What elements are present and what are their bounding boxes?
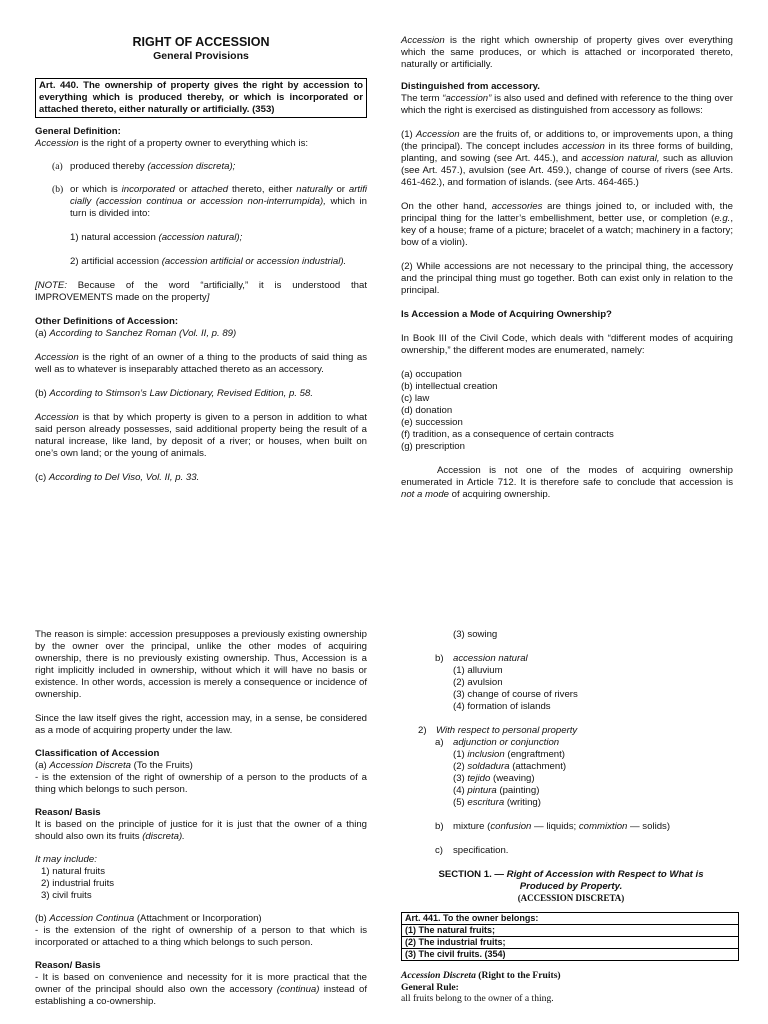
modes-list: [401, 369, 733, 453]
list-item: (4) formation of islands: [453, 701, 551, 712]
list-item: (5) escritura (writing): [453, 797, 541, 808]
other-def-c-source: (c) According to Del Viso, Vol. II, p. 33.: [35, 472, 200, 483]
bottom-right-column: [401, 629, 741, 1005]
reason-paragraph: The reason is simple: accession presupposes a previously existing ownership by the owner over the principal, unlike the other modes of acquiring ownership, there is no previously existing ownership. Thus, Accession is a right implicitly included in ownership, without which it will have no basis or existence. In other words, accession is merely a consequence or incidence of ownership.: [35, 629, 367, 700]
classification-heading: Classification of Accession: [35, 748, 160, 759]
definition-item-b: (b) or which is incorporated or attached thereto, either naturally or artifi cially (accession continua or accession non-interrumpida), which in turn is divided into:: [52, 184, 368, 219]
general-definition-heading: General Definition:: [35, 126, 121, 137]
list-item: (4) pintura (painting): [453, 785, 540, 796]
section-1-heading: SECTION 1. — Right of Accession with Respect to What is Produced by Property.: [438, 869, 704, 892]
article-441-line: (2) The industrial fruits;: [402, 936, 738, 948]
adjunction-heading: a) adjunction or conjunction: [435, 737, 560, 748]
list-item: (b) intellectual creation: [401, 381, 498, 392]
accession-natural-heading: b) accession natural: [435, 653, 528, 664]
fruits-list: [35, 866, 367, 902]
page-subtitle: General Provisions: [153, 50, 249, 62]
sowing-item: (3) sowing: [453, 629, 498, 640]
list-item: (3) tejido (weaving): [453, 773, 535, 784]
list-item: (3) change of course of rivers: [453, 689, 578, 700]
accession-vs-accessory-paragraph: (2) While accessions are not necessary to the principal thing, the accessory and the principal thing must go together. Both can exist only in relation to the principal.: [401, 261, 733, 296]
accessories-paragraph: On the other hand, accessories are things joined to, or included with, the principal thing for the latter’s embellishment, better use, or completion (e.g., key of a house; frame of a picture; bracelet of a watch; machinery in a factory; bow of a violin).: [401, 201, 733, 248]
may-include-label: It may include:: [35, 854, 97, 865]
article-441-line: (3) The civil fruits. (354): [402, 948, 738, 960]
reason-basis-heading-2: Reason/ Basis: [35, 960, 101, 971]
definition-item-a: (a) produced thereby (accession discreta);: [52, 161, 236, 172]
list-item: 2) industrial fruits: [41, 878, 115, 889]
accession-fruits-paragraph: (1) Accession are the fruits of, or additions to, or improvements upon, a thing (the principal). The concept includes accession in its three forms of building, planting, and sowing (see Art. 445.), and accession natural, such as alluvion (see Art. 457.), avulsion (see Art. 459.), change of course of rivers (see Arts. 461-462.), and formation of islands. (see Arts. 464-465.): [401, 129, 734, 188]
specification-item: c) specification.: [435, 845, 509, 856]
distinguished-text: The term “accession” is also used and defined with reference to the thing over which the right is exercised as distinguished from accessory as follows:: [401, 93, 733, 116]
article-441-box: [401, 912, 739, 961]
list-item: (d) donation: [401, 405, 453, 416]
list-item: (e) succession: [401, 417, 463, 428]
bottom-left-column: [35, 629, 367, 1008]
list-item: 3) civil fruits: [41, 890, 92, 901]
accession-continua-label: (b) Accession Continua (Attachment or Incorporation): [35, 913, 262, 924]
general-rule-heading: General Rule:: [401, 981, 459, 993]
list-item: (c) law: [401, 393, 430, 404]
article-441-line: (1) The natural fruits;: [402, 924, 738, 936]
accession-discreta-label: (a) Accession Discreta (To the Fruits): [35, 760, 193, 771]
reason-basis-heading: Reason/ Basis: [35, 807, 101, 818]
other-definitions-heading: Other Definitions of Accession:: [35, 316, 179, 327]
list-item: (1) alluvium: [453, 665, 503, 676]
other-def-a-source: (a) According to Sanchez Roman (Vol. II, p. 89): [35, 328, 237, 339]
section-1-subheading: (ACCESSION DISCRETA): [517, 893, 625, 903]
list-item: (2) soldadura (attachment): [453, 761, 567, 772]
artificial-accession-item: 2) artificial accession (accession artificial or accession industrial).: [70, 256, 347, 267]
modes-intro-paragraph: In Book III of the Civil Code, which deals with “different modes of acquiring ownership,” the different modes are enumerated, namely:: [401, 333, 733, 356]
accession-continua-definition: - is the extension of the right of ownership of a person to that which is incorporated or attached to a thing which belongs to such person.: [35, 925, 367, 948]
mixture-item: b) mixture (confusion — liquids; commixtion — solids): [435, 821, 671, 832]
list-item: (2) avulsion: [453, 677, 503, 688]
top-left-column: [35, 35, 367, 484]
other-def-b-text: Accession is that by which property is given to a person in addition to what said person already possesses, said additional property being the result of a natural increase, like land, by deposit of a river; or houses, when built on one’s own land; or the young of animals.: [35, 412, 367, 459]
note-paragraph: [NOTE: Because of the word “artificially,” it is understood that IMPROVEMENTS made on the property]: [35, 280, 367, 303]
adjunction-list: [401, 749, 741, 809]
other-def-b-source: (b) According to Stimson’s Law Dictionary, Revised Edition, p. 58.: [35, 388, 313, 399]
article-440-box: Art. 440. The ownership of property gives the right by accession to everything which is produced thereby, or which is incorporated or attached thereto, either naturally or artificially. (353): [35, 78, 367, 118]
personal-property-heading: 2) With respect to personal property: [418, 725, 578, 736]
list-item: (a) occupation: [401, 369, 462, 380]
reason-basis-text: It is based on the principle of justice for it is just that the owner of a thing should also own its fruits (discreta).: [35, 819, 367, 842]
conclusion-paragraph: Accession is not one of the modes of acquiring ownership enumerated in Article 712. It is therefore safe to conclude that accession is not a mode of acquiring ownership.: [401, 465, 733, 500]
distinguished-heading: Distinguished from accessory.: [401, 81, 540, 92]
accession-definition-paragraph: Accession is the right which ownership of property gives over everything which the same produces, or which is attached or incorporated thereto, naturally or artificially.: [401, 35, 733, 70]
mode-question-heading: Is Accession a Mode of Acquiring Ownership?: [401, 309, 612, 320]
list-item: 1) natural fruits: [41, 866, 105, 877]
list-item: (g) prescription: [401, 441, 465, 452]
list-item: (1) inclusion (engraftment): [453, 749, 565, 760]
list-item: (f) tradition, as a consequence of certain contracts: [401, 429, 614, 440]
page-title: RIGHT OF ACCESSION: [132, 35, 270, 49]
general-definition-text: Accession is the right of a property owner to everything which is:: [35, 138, 309, 149]
natural-accession-item: 1) natural accession (accession natural);: [70, 232, 243, 243]
natural-accession-list: [401, 665, 741, 713]
general-rule-text: all fruits belong to the owner of a thing.: [401, 993, 554, 1004]
top-right-column: [401, 35, 733, 501]
law-gives-right-paragraph: Since the law itself gives the right, accession may, in a sense, be considered as a mode of acquiring property under the law.: [35, 713, 367, 736]
accession-discreta-heading: Accession Discreta (Right to the Fruits): [401, 970, 561, 981]
article-441-line: Art. 441. To the owner belongs:: [405, 913, 539, 923]
other-def-a-text: Accession is the right of an owner of a thing to the products of said thing as well as to whatever is inseparably attached thereto as an accessory.: [35, 352, 367, 375]
accession-discreta-definition: - is the extension of the right of ownership of a person to the products of a thing which belongs to such person.: [35, 772, 367, 795]
reason-basis-text-2: - It is based on convenience and necessity for it is more practical that the owner of the principal should also own the accessory (continua) instead of establishing a co-ownership.: [35, 972, 367, 1007]
